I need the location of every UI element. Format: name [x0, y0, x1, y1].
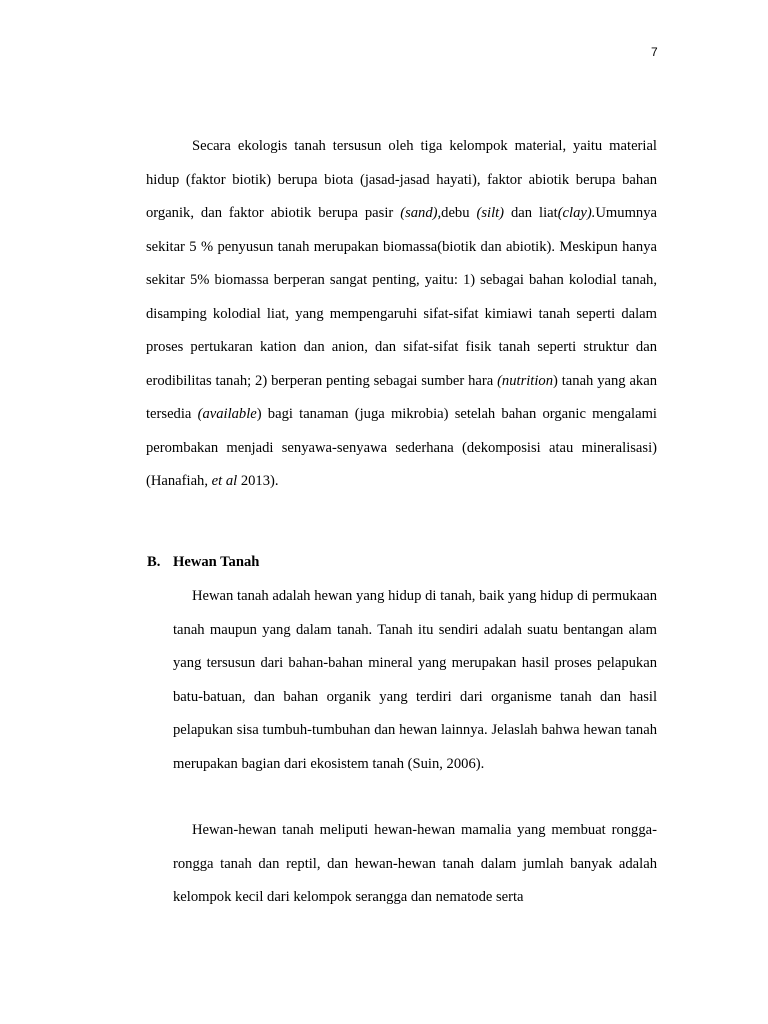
text-run: Secara ekologis tanah tersusun oleh tiga kelompok material, yaitu material hidup (faktor biotik) berupa biota (jasad-jasad hayati), faktor abiotik berupa bahan organik, dan faktor abiotik berupa pasir	[146, 138, 657, 221]
text-run: Umumnya sekitar 5 % penyusun tanah merupakan biomassa(biotik dan abiotik). Meskipun hanya sekitar 5% biomassa berperan sangat penting, yaitu: 1) sebagai bahan kolodial tanah, disamping kolodial liat, yang mempengaruhi sifat-sifat kimiawi tanah seperti dalam proses pertukaran kation dan anion, dan sifat-sifat fisik tanah seperti struktur dan erodibilitas tanah; 2) berperan penting sebagai sumber hara	[146, 205, 657, 389]
italic-term-available: (available	[197, 406, 257, 422]
italic-citation-et-al: et al	[211, 473, 238, 489]
section-label: B.	[147, 554, 161, 570]
italic-term-clay: (clay).	[557, 205, 596, 221]
text-run: ) tanah yang akan tersedia	[146, 372, 657, 422]
body-paragraph-ecology	[146, 130, 657, 499]
text-run: ) bagi tanaman (juga mikrobia) setelah bahan organic mengalami perombakan menjadi senyawa-senyawa sederhana (dekomposisi atau mineralisasi) (Hanafiah,	[146, 406, 657, 489]
italic-term-nutrition: (nutrition	[497, 372, 554, 389]
body-paragraph-soil-animal-groups: Hewan-hewan tanah meliputi hewan-hewan mamalia yang membuat rongga-rongga tanah dan reptil, dan hewan-hewan tanah dalam jumlah banyak adalah kelompok kecil dari kelompok serangga dan nematode serta	[173, 822, 657, 905]
text-run: dan liat	[504, 205, 558, 221]
section-heading	[147, 552, 259, 572]
italic-term-silt: (silt)	[476, 205, 505, 221]
section-title: Hewan Tanah	[173, 554, 260, 570]
italic-term-sand: (sand),	[400, 205, 442, 221]
text-run: debu	[441, 205, 477, 221]
page-number: 7	[651, 45, 658, 59]
text-run: 2013).	[237, 473, 279, 489]
body-paragraph-soil-animals: Hewan tanah adalah hewan yang hidup di tanah, baik yang hidup di permukaan tanah maupun yang dalam tanah. Tanah itu sendiri adalah suatu bentangan alam yang tersusun dari bahan-bahan mineral yang merupakan hasil proses pelapukan batu-batuan, dan bahan organik yang terdiri dari organisme tanah dan hasil pelapukan sisa tumbuh-tumbuhan dan hewan lainnya. Jelaslah bahwa hewan tanah merupakan bagian dari ekosistem tanah (Suin, 2006).	[173, 588, 657, 772]
